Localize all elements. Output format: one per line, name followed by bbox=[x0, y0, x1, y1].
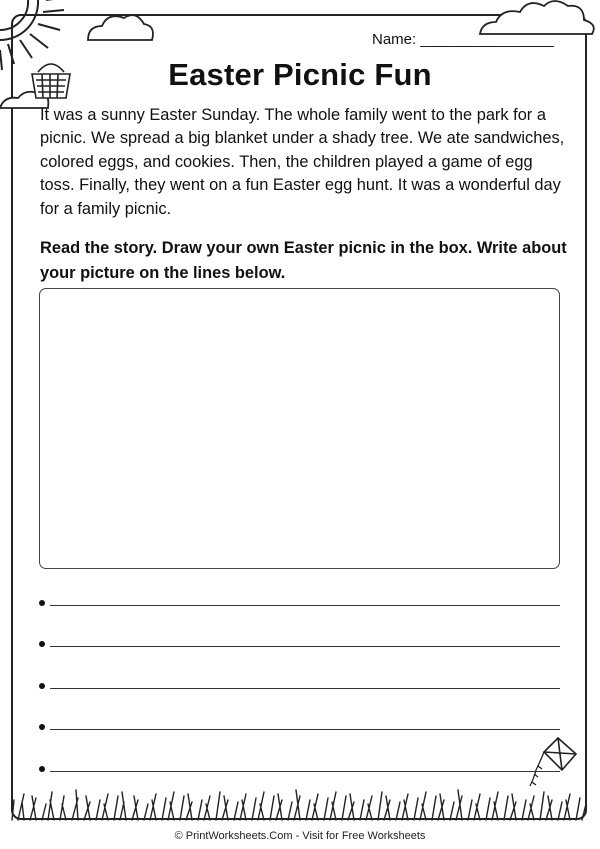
bullet-dot bbox=[39, 600, 45, 606]
writing-line[interactable] bbox=[38, 633, 560, 674]
story-paragraph: It was a sunny Easter Sunday. The whole family went to the park for a picnic. We spread a big blanket under a shady tree. We ate sandwiches, colored eggs, and cookies. Then, the children played a game of egg toss. Finally, they went on a fun Easter egg hunt. It was a wonderful day for a family picnic. bbox=[40, 106, 565, 218]
answer-rule bbox=[50, 688, 560, 689]
answer-rule bbox=[50, 605, 560, 606]
answer-rule bbox=[50, 771, 560, 772]
answer-rule bbox=[50, 646, 560, 647]
drawing-box[interactable] bbox=[39, 288, 560, 569]
answer-rule bbox=[50, 729, 560, 730]
writing-line[interactable] bbox=[38, 716, 560, 757]
footer-credit: © PrintWorksheets.Com - Visit for Free Worksheets bbox=[174, 830, 426, 842]
page-title: Easter Picnic Fun bbox=[168, 57, 432, 92]
bullet-dot bbox=[39, 766, 45, 772]
instructions-text: Read the story. Draw your own Easter picnic in the box. Write about your picture on the lines below. bbox=[40, 239, 567, 282]
bullet-dot bbox=[39, 683, 45, 689]
grass-border bbox=[0, 782, 600, 822]
writing-line[interactable] bbox=[38, 675, 560, 716]
writing-line[interactable] bbox=[38, 592, 560, 633]
writing-lines bbox=[38, 592, 560, 799]
cloud-icon bbox=[450, 0, 600, 60]
bullet-dot bbox=[39, 724, 45, 730]
name-field[interactable]: Name: ________________ bbox=[372, 31, 554, 48]
bullet-dot bbox=[39, 641, 45, 647]
